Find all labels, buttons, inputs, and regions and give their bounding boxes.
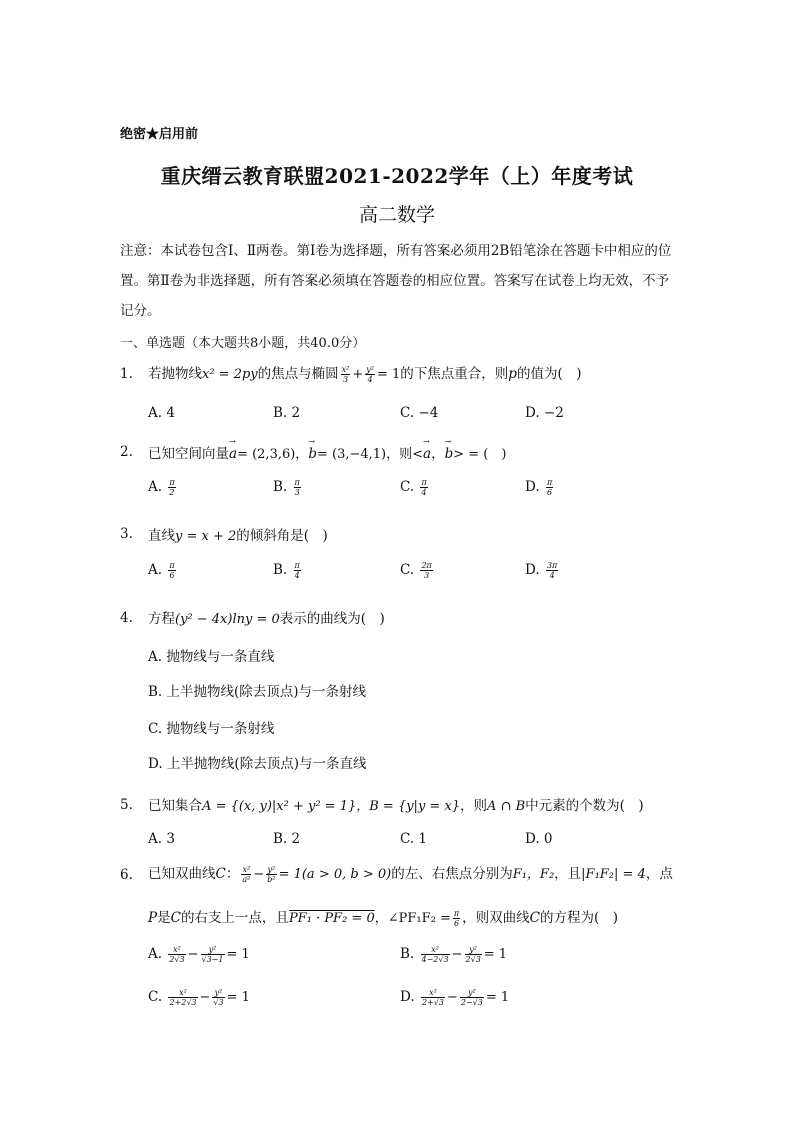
question-6-stem-line2: P是C的右支上一点，且PF₁ · PF₂ = 0，∠PF₁F₂ = $\frac{\pi}{6}$ ，则双曲线C的方程为( ) (148, 909, 619, 928)
option-b[interactable]: B. 2 (273, 405, 301, 421)
option-b[interactable]: B. 上半抛物线(除去顶点)与一条射线 (148, 684, 367, 700)
question-number: 6. (120, 867, 133, 883)
exam-title: 重庆缙云教育联盟2021-2022学年（上）年度考试 (160, 164, 634, 188)
section-heading: 一、单选题（本大题共8小题，共40.0分） (120, 336, 366, 351)
option-d[interactable]: D. −2 (525, 405, 564, 421)
question-2-stem: 已知空间向量→ a= (2,3,6)，→ b= (3,−4,1)，则<→ a，→ b> = ( ) (148, 442, 506, 462)
option-d[interactable]: D. $\frac{\text{x²}}{2+√3}$ − $\frac{\text{y²}}{2-√3}$ = 1 (400, 988, 510, 1007)
option-a[interactable]: A. $\frac{\pi}{6}$ (148, 561, 175, 580)
option-c[interactable]: C. 1 (400, 831, 428, 847)
fraction: $\frac{\text{x²}}{3}$ (341, 365, 350, 384)
confidential-label: 绝密★启用前 (120, 127, 199, 142)
question-6-stem: 已知双曲线C： $\frac{\text{x²}}{\text{a²}}$ − $\frac{\text{y²}}{\text{b²}}$ = 1(a > 0, b > 0)的左、右焦点分别为F₁，F₂，且|F₁F₂| = 4，点 (148, 865, 673, 884)
question-5-stem: 已知集合A = {(x, y)|x² + y² = 1}，B = {y|y = x}，则A ∩ B中元素的个数为( ) (148, 798, 644, 814)
option-c[interactable]: C. −4 (400, 405, 439, 421)
option-b[interactable]: B. 2 (273, 831, 301, 847)
question-4-stem: 方程(y² − 4x)lny = 0表示的曲线为( ) (148, 611, 385, 627)
option-d[interactable]: D. 0 (525, 831, 553, 847)
option-c[interactable]: C. $\frac{\pi}{4}$ (400, 478, 427, 497)
option-a[interactable]: A. $\frac{\pi}{2}$ (148, 478, 175, 497)
option-a[interactable]: A. $\frac{\text{x²}}{2√3}$ − $\frac{\text{y²}}{√3-1}$ = 1 (148, 945, 250, 964)
question-number: 1. (120, 366, 133, 382)
option-b[interactable]: B. $\frac{\pi}{3}$ (273, 478, 300, 497)
option-a[interactable]: A. 3 (148, 831, 175, 847)
option-d[interactable]: D. $\frac{\pi}{6}$ (525, 478, 553, 497)
exam-notice: 注意：本试卷包含Ⅰ、Ⅱ两卷。第Ⅰ卷为选择题，所有答案必须用2B铅笔涂在答题卡中相应的位置。第Ⅱ卷为非选择题，所有答案必须填在答题卷的相应位置。答案写在试卷上均无效，不予记分。 (120, 243, 672, 319)
question-number: 3. (120, 526, 133, 542)
option-d[interactable]: D. 上半抛物线(除去顶点)与一条直线 (148, 756, 367, 772)
fraction: $\frac{\text{y²}}{4}$ (366, 365, 374, 384)
option-b[interactable]: B. $\frac{\text{x²}}{4-2√3}$ − $\frac{\text{y²}}{2√3}$ = 1 (400, 945, 508, 964)
question-number: 5. (120, 797, 133, 813)
question-number: 4. (120, 610, 133, 626)
question-1-stem: 若抛物线x² = 2py的焦点与椭圆 $\frac{\text{x²}}{3}$ + $\frac{\text{y²}}{4}$ = 1的下焦点重合，则p的值为( ) (148, 365, 582, 384)
option-c[interactable]: C. $\frac{2\pi}{3}$ (400, 561, 432, 580)
exam-subject: 高二数学 (358, 204, 435, 226)
option-c[interactable]: C. $\frac{\text{x²}}{2+2√3}$ − $\frac{\text{y²}}{√3}$ = 1 (148, 988, 250, 1007)
question-number: 2. (120, 444, 133, 460)
option-b[interactable]: B. $\frac{\pi}{4}$ (273, 561, 300, 580)
question-3-stem: 直线y = x + 2的倾斜角是( ) (148, 528, 328, 544)
option-d[interactable]: D. $\frac{3\pi}{4}$ (525, 561, 558, 580)
option-a[interactable]: A. 4 (148, 405, 175, 421)
option-c[interactable]: C. 抛物线与一条射线 (148, 721, 275, 737)
option-a[interactable]: A. 抛物线与一条直线 (148, 649, 275, 665)
